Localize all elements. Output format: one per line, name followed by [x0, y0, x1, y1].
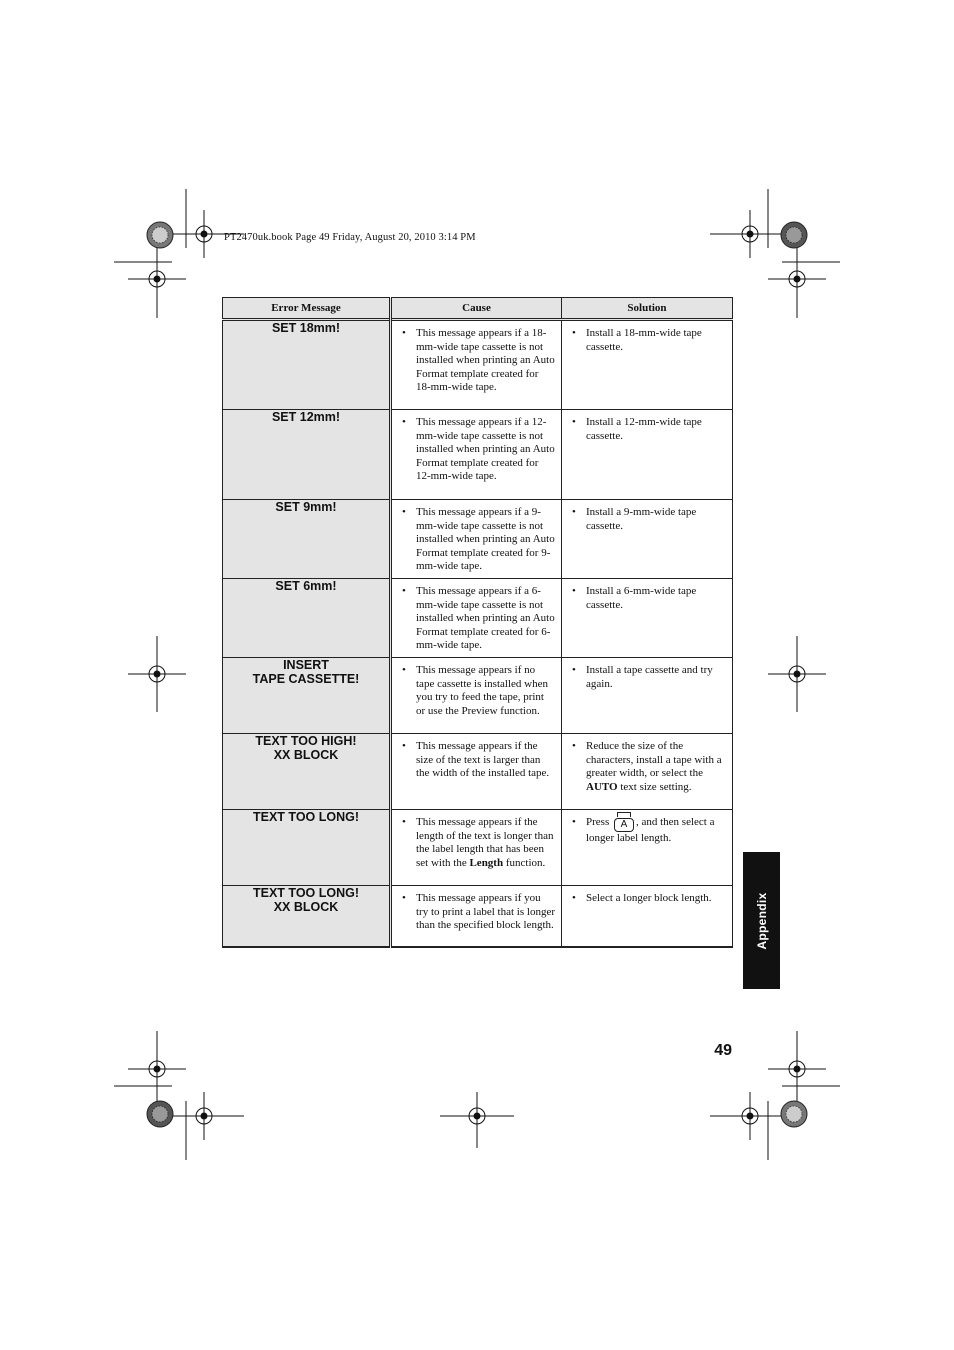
solution-cell	[562, 733, 733, 809]
solution-text	[572, 816, 726, 846]
error-message-cell	[223, 809, 391, 885]
cause-cell	[391, 809, 562, 885]
column-header-solution: Solution	[562, 298, 733, 320]
cause-text: • This message appears if you try to print a label that is longer than the specified block length.	[402, 892, 555, 933]
column-header-error-message: Error Message	[223, 298, 391, 320]
table-row	[223, 500, 733, 579]
cause-text: • This message appears if no tape cassette is installed when you try to feed the tape, print or use the Preview function.	[402, 664, 555, 718]
length-key-icon: A	[614, 818, 634, 832]
error-message-text: XX BLOCK	[273, 747, 339, 762]
error-message-cell	[223, 410, 391, 500]
solution-text: • Install a 9-mm-wide tape cassette.	[572, 506, 726, 533]
cause-text: • This message appears if a 6-mm-wide tape cassette is not installed when printing an Auto Format template created for 6-mm-wide tape.	[402, 585, 555, 653]
error-message-cell	[223, 578, 391, 657]
cause-cell	[391, 500, 562, 579]
error-message-cell	[223, 885, 391, 947]
solution-text: • Install a 6-mm-wide tape cassette.	[572, 585, 726, 612]
error-message-text: SET 9mm!	[275, 500, 337, 514]
table-row	[223, 657, 733, 733]
cause-text: • This message appears if a 12-mm-wide tape cassette is not installed when printing an Auto Format template created for 12-mm-wide tape.	[402, 416, 555, 484]
cause-text	[402, 816, 555, 870]
solution-text: • Select a longer block length.	[572, 892, 726, 906]
cause-text: • This message appears if the size of the text is larger than the width of the installed tape.	[402, 740, 555, 781]
cause-text: • This message appears if a 9-mm-wide tape cassette is not installed when printing an Auto Format template created for 9-mm-wide tape.	[402, 506, 555, 574]
solution-cell	[562, 410, 733, 500]
error-message-cell	[223, 733, 391, 809]
solution-text-part: Reduce the size of the characters, install a tape with a greater width, or select the	[586, 739, 722, 780]
table-row	[223, 809, 733, 885]
solution-cell	[562, 500, 733, 579]
error-message-text: TAPE CASSETTE!	[252, 671, 360, 686]
solution-cell	[562, 320, 733, 410]
cause-cell	[391, 885, 562, 947]
error-message-text: TEXT TOO LONG!	[252, 885, 360, 900]
error-message-cell	[223, 500, 391, 579]
error-message-text: SET 18mm!	[271, 321, 341, 335]
solution-cell	[562, 809, 733, 885]
error-message-text: XX BLOCK	[273, 899, 339, 914]
cause-cell	[391, 578, 562, 657]
appendix-side-tab	[743, 852, 780, 989]
solution-text-part: text size setting.	[617, 780, 692, 793]
solution-cell	[562, 885, 733, 947]
cause-text: • This message appears if a 18-mm-wide tape cassette is not installed when printing an Auto Format template created for 18-mm-wide tape.	[402, 327, 555, 395]
error-message-cell	[223, 320, 391, 410]
solution-text: • Install a 18-mm-wide tape cassette.	[572, 327, 726, 354]
error-message-text: TEXT TOO HIGH!	[255, 733, 357, 748]
cause-cell	[391, 733, 562, 809]
solution-cell	[562, 578, 733, 657]
table-row	[223, 733, 733, 809]
cause-cell	[391, 657, 562, 733]
cause-text-part: This message appears if the length of the text is longer than the label length that has been set with the	[416, 815, 554, 869]
error-message-text: SET 6mm!	[275, 578, 337, 593]
print-info: PT2470uk.book Page 49 Friday, August 20, 2010 3:14 PM	[224, 232, 476, 243]
cause-cell	[391, 320, 562, 410]
error-message-table	[222, 297, 733, 948]
length-function-label: Length	[469, 856, 504, 869]
solution-text	[572, 740, 726, 794]
solution-text-part: Press	[586, 815, 612, 828]
table-row	[223, 320, 733, 410]
error-message-text: SET 12mm!	[271, 410, 341, 424]
table-header-row	[223, 298, 733, 320]
column-header-cause: Cause	[391, 298, 562, 320]
table-row	[223, 410, 733, 500]
cause-text-part: function.	[503, 856, 546, 869]
error-message-cell	[223, 657, 391, 733]
solution-text-part: , and then select a longer label length.	[586, 815, 715, 844]
table-row	[223, 885, 733, 947]
error-message-text: TEXT TOO LONG!	[252, 809, 360, 824]
error-message-text: INSERT	[283, 657, 329, 672]
cause-cell	[391, 410, 562, 500]
page-number: 49	[714, 1042, 732, 1059]
solution-text: • Install a tape cassette and try again.	[572, 664, 726, 691]
table-row	[223, 578, 733, 657]
solution-cell	[562, 657, 733, 733]
side-tab-label: Appendix	[754, 891, 769, 950]
auto-setting-label: AUTO	[586, 780, 618, 793]
solution-text: • Install a 12-mm-wide tape cassette.	[572, 416, 726, 443]
